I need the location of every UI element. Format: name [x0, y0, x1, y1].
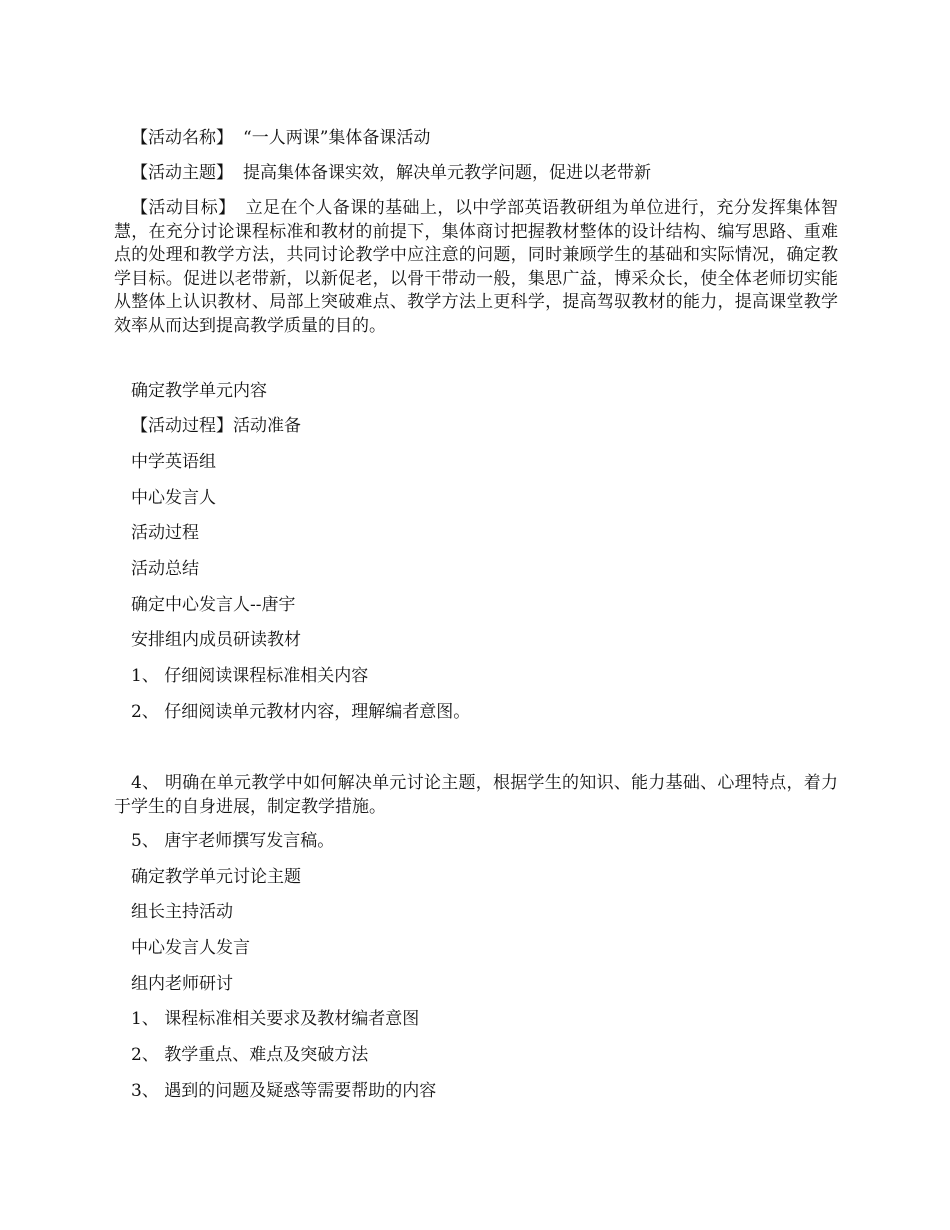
section2-line-6: 2、 教学重点、难点及突破方法 [131, 1045, 369, 1065]
activity-theme-line [131, 162, 651, 184]
section2-line-1: 确定教学单元讨论主题 [131, 867, 301, 887]
activity-name-label: 【活动名称】 [131, 128, 233, 148]
section1-line-9: 2、 仔细阅读单元教材内容，理解编者意图。 [131, 702, 471, 722]
activity-theme-value: 提高集体备课实效，解决单元教学问题，促进以老带新 [243, 163, 651, 183]
section1-line-8: 1、 仔细阅读课程标准相关内容 [131, 666, 369, 686]
item4-paragraph: 4、 明确在单元教学中如何解决单元讨论主题，根据学生的知识、能力基础、心理特点，着力于学生的自身进展，制定教学措施。 [114, 773, 838, 817]
section1-line-4: 活动过程 [131, 523, 199, 543]
activity-goal-label: 【活动目标】 [131, 198, 236, 218]
section2-line-5: 1、 课程标准相关要求及教材编者意图 [131, 1009, 420, 1029]
activity-theme-label: 【活动主题】 [131, 163, 233, 183]
section2-line-2: 组长主持活动 [131, 902, 233, 922]
section1-line-0: 确定教学单元内容 [131, 381, 267, 401]
section2-line-0: 5、 唐宇老师撰写发言稿。 [131, 831, 335, 851]
section2-line-7: 3、 遇到的问题及疑惑等需要帮助的内容 [131, 1081, 437, 1101]
section1-line-2: 中学英语组 [131, 452, 216, 472]
activity-goal-paragraph [114, 197, 838, 338]
activity-name-value: “一人两课”集体备课活动 [243, 128, 431, 148]
section2-line-3: 中心发言人发言 [131, 938, 250, 958]
section1-line-5: 活动总结 [131, 559, 199, 579]
section1-line-6: 确定中心发言人--唐宇 [131, 595, 296, 615]
section1-line-1: 【活动过程】活动准备 [131, 416, 301, 436]
activity-name-line [131, 127, 430, 149]
section1-line-3: 中心发言人 [131, 488, 216, 508]
activity-goal-value: 立足在个人备课的基础上，以中学部英语教研组为单位进行，充分发挥集体智慧，在充分讨论课程标准和教材的前提下，集体商讨把握教材整体的设计结构、编写思路、重难点的处理和教学方法，共同讨论教学中应注意的问题，同时兼顾学生的基础和实际情况，确定教学目标。促进以老带新，以新促老，以骨干带动一般，集思广益，博采众长，使全体老师切实能从整体上认识教材、局部上突破难点、教学方法上更科学，提高驾驭教材的能力，提高课堂教学效率从而达到提高教学质量的目的。 [114, 198, 839, 336]
section1-line-7: 安排组内成员研读教材 [131, 630, 301, 650]
section2-line-4: 组内老师研讨 [131, 974, 233, 994]
